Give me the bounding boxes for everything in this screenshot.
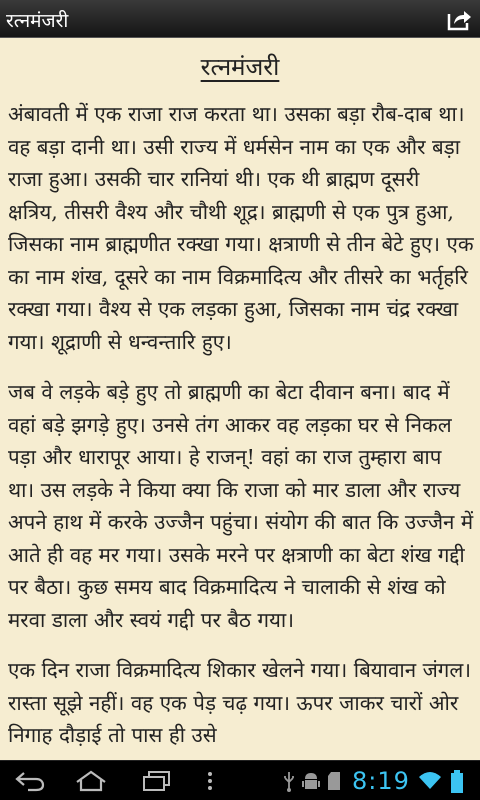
recent-apps-icon[interactable] xyxy=(140,769,174,793)
share-icon[interactable] xyxy=(446,6,472,32)
home-icon[interactable] xyxy=(74,769,108,793)
android-debug-icon xyxy=(302,770,320,792)
action-bar xyxy=(0,0,480,38)
story-heading: रत्नमंजरी xyxy=(200,53,280,81)
overflow-menu-icon[interactable] xyxy=(206,769,214,793)
system-bar xyxy=(0,760,480,800)
sd-card-icon xyxy=(326,770,342,792)
story-text xyxy=(8,98,474,760)
wifi-icon xyxy=(418,770,442,790)
story-paragraph: जब वे लड़के बड़े हुए तो ब्राह्मणी का बेटा दीवान बना। बाद में वहां बड़े झगड़े हुए। उनसे तंग आकर वह लड़का घर से निकल पड़ा और धारापूर आया। हे राजन्! वहां का राज तुम्हारा बाप था। उस लड़के ने किया क्या कि राजा को मार डाला और राज्य अपने हाथ में करके उज्जैन पहुंचा। संयोग की बात कि उज्जैन में आते ही वह मर गया। उसके मरने पर क्षत्राणी का बेटा शंख गद्दी पर बैठा। कुछ समय बाद विक्रमादित्य ने चालाकी से शंख को मरवा डाला और स्वयं गद्दी पर बैठ गया। xyxy=(8,380,474,632)
battery-icon xyxy=(450,770,464,794)
app-title: रत्नमंजरी xyxy=(6,10,69,32)
clock: 8:19 xyxy=(352,767,410,795)
back-icon[interactable] xyxy=(14,769,46,793)
story-paragraph: अंबावती में एक राजा राज करता था। उसका बड़ा रौब-दाब था। वह बड़ा दानी था। उसी राज्य में धर्मसेन नाम का एक और बड़ा राजा हुआ। उसकी चार रानियां थी। एक थी ब्राह्मण दूसरी क्षत्रिय, तीसरी वैश्य और चौथी शूद्र। ब्राह्मणी से एक पुत्र हुआ, जिसका नाम ब्राह्मणीत रक्खा गया। क्षत्राणी से तीन बेटे हुए। एक का नाम शंख, दूसरे का नाम विक्रमादित्य और तीसरे का भर्तृहरि रक्खा गया। वैश्य से एक लड़का हुआ, जिसका नाम चंद्र रक्खा गया। शूद्राणी से धन्वन्तारि हुए। xyxy=(8,102,474,354)
usb-icon xyxy=(282,770,296,792)
reader-page[interactable] xyxy=(0,38,480,760)
story-paragraph: एक दिन राजा विक्रमादित्य शिकार खेलने गया। बियावान जंगल। रास्ता सूझे नहीं। वह एक पेड़ चढ़ गया। ऊपर जाकर चारों ओर निगाह दौड़ाई तो पास ही उसे xyxy=(8,658,472,747)
